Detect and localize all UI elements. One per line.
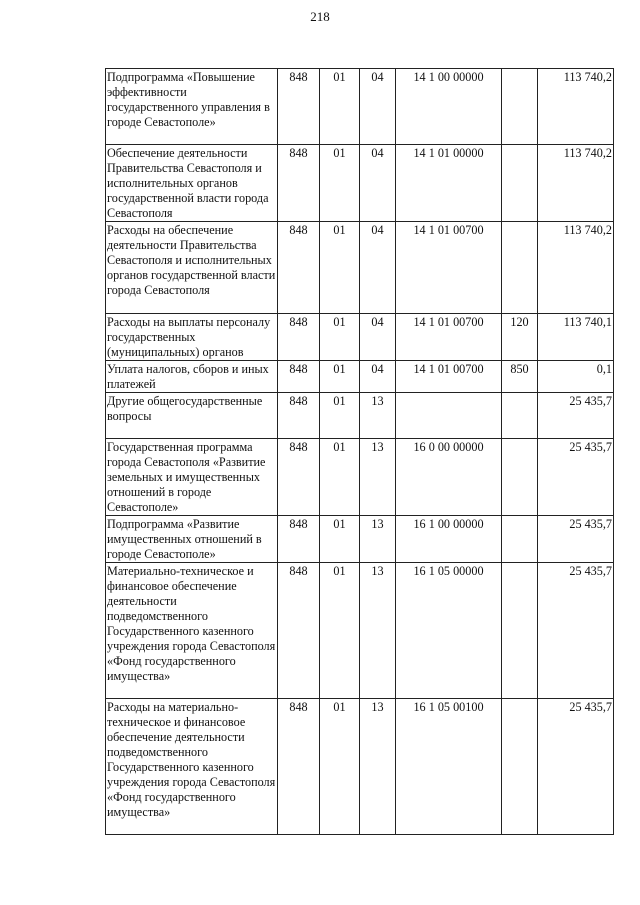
target-article-code: 14 1 01 00700 (396, 222, 502, 314)
section-code: 01 (320, 393, 360, 439)
ministry-code: 848 (278, 563, 320, 699)
row-name: Уплата налогов, сборов и иных платежей (106, 361, 278, 393)
section-code: 01 (320, 361, 360, 393)
target-article-code: 14 1 01 00700 (396, 314, 502, 361)
page-number: 218 (310, 9, 330, 24)
expense-type-code (502, 69, 538, 145)
target-article-code: 14 1 01 00700 (396, 361, 502, 393)
table-row (106, 361, 614, 393)
table-row (106, 314, 614, 361)
row-name: Материально-техническое и финансовое обеспечение деятельности подведомственного Государственного казенного учреждения города Севастополя «Фонд государственного имущества» (106, 563, 278, 699)
table-row (106, 222, 614, 314)
section-code: 01 (320, 145, 360, 222)
table-row (106, 563, 614, 699)
subsection-code: 13 (360, 439, 396, 516)
ministry-code: 848 (278, 516, 320, 563)
section-code: 01 (320, 699, 360, 835)
expense-type-code (502, 516, 538, 563)
amount: 113 740,2 (538, 69, 614, 145)
target-article-code (396, 393, 502, 439)
section-code: 01 (320, 516, 360, 563)
ministry-code: 848 (278, 699, 320, 835)
amount: 113 740,2 (538, 222, 614, 314)
target-article-code: 16 1 00 00000 (396, 516, 502, 563)
target-article-code: 14 1 00 00000 (396, 69, 502, 145)
row-name: Расходы на материально-техническое и финансовое обеспечение деятельности подведомственного Государственного казенного учреждения города Севастополя «Фонд государственного имущества» (106, 699, 278, 835)
section-code: 01 (320, 222, 360, 314)
table-row (106, 699, 614, 835)
amount: 25 435,7 (538, 699, 614, 835)
subsection-code: 04 (360, 222, 396, 314)
subsection-code: 13 (360, 516, 396, 563)
ministry-code: 848 (278, 439, 320, 516)
section-code: 01 (320, 563, 360, 699)
section-code: 01 (320, 314, 360, 361)
row-name: Государственная программа города Севастополя «Развитие земельных и имущественных отношений в городе Севастополе» (106, 439, 278, 516)
table-row (106, 69, 614, 145)
table-row (106, 516, 614, 563)
ministry-code: 848 (278, 69, 320, 145)
subsection-code: 04 (360, 361, 396, 393)
expense-type-code: 120 (502, 314, 538, 361)
ministry-code: 848 (278, 145, 320, 222)
expense-type-code (502, 222, 538, 314)
amount: 113 740,1 (538, 314, 614, 361)
table-row (106, 393, 614, 439)
subsection-code: 13 (360, 563, 396, 699)
ministry-code: 848 (278, 361, 320, 393)
table-row (106, 439, 614, 516)
amount: 113 740,2 (538, 145, 614, 222)
table-row (106, 145, 614, 222)
ministry-code: 848 (278, 314, 320, 361)
target-article-code: 16 1 05 00100 (396, 699, 502, 835)
expense-type-code (502, 439, 538, 516)
subsection-code: 04 (360, 145, 396, 222)
expense-type-code (502, 699, 538, 835)
subsection-code: 13 (360, 393, 396, 439)
budget-table (105, 68, 614, 835)
expense-type-code: 850 (502, 361, 538, 393)
expense-type-code (502, 393, 538, 439)
amount: 0,1 (538, 361, 614, 393)
target-article-code: 14 1 01 00000 (396, 145, 502, 222)
row-name: Подпрограмма «Развитие имущественных отношений в городе Севастополе» (106, 516, 278, 563)
expense-type-code (502, 563, 538, 699)
subsection-code: 04 (360, 69, 396, 145)
section-code: 01 (320, 69, 360, 145)
amount: 25 435,7 (538, 563, 614, 699)
target-article-code: 16 0 00 00000 (396, 439, 502, 516)
row-name: Другие общегосударственные вопросы (106, 393, 278, 439)
row-name: Подпрограмма «Повышение эффективности государственного управления в городе Севастополе» (106, 69, 278, 145)
subsection-code: 13 (360, 699, 396, 835)
expense-type-code (502, 145, 538, 222)
amount: 25 435,7 (538, 516, 614, 563)
ministry-code: 848 (278, 222, 320, 314)
section-code: 01 (320, 439, 360, 516)
subsection-code: 04 (360, 314, 396, 361)
row-name: Расходы на выплаты персоналу государственных (муниципальных) органов (106, 314, 278, 361)
amount: 25 435,7 (538, 439, 614, 516)
row-name: Расходы на обеспечение деятельности Правительства Севастополя и исполнительных органов государственной власти города Севастополя (106, 222, 278, 314)
amount: 25 435,7 (538, 393, 614, 439)
row-name: Обеспечение деятельности Правительства Севастополя и исполнительных органов государственной власти города Севастополя (106, 145, 278, 222)
target-article-code: 16 1 05 00000 (396, 563, 502, 699)
ministry-code: 848 (278, 393, 320, 439)
